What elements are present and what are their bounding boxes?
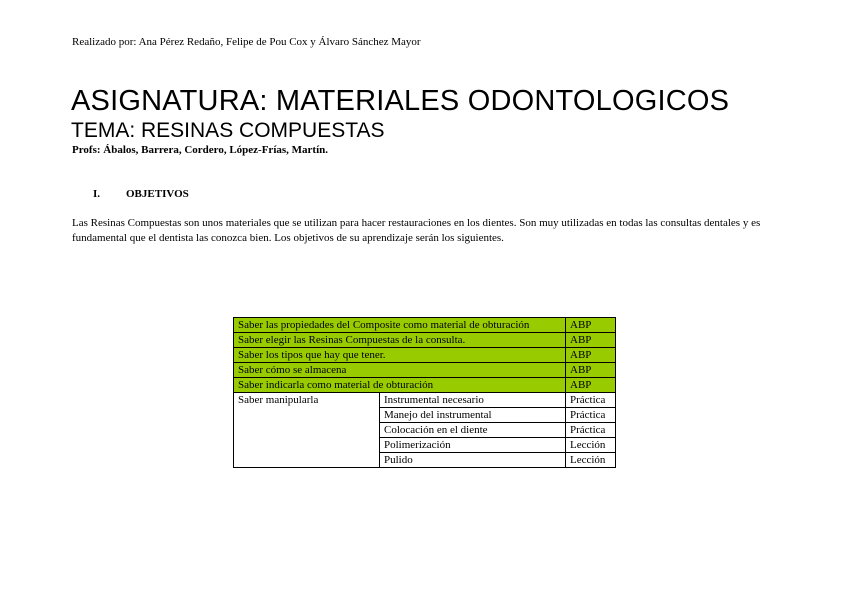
authors-line: Realizado por: Ana Pérez Redaño, Felipe de Pou Cox y Álvaro Sánchez Mayor <box>72 36 421 48</box>
table-row <box>234 378 616 393</box>
objective-cell: Saber los tipos que hay que tener. <box>234 348 566 363</box>
method-cell: ABP <box>566 348 616 363</box>
table-row <box>234 393 616 408</box>
method-cell: Práctica <box>566 408 616 423</box>
topic-title: TEMA: RESINAS COMPUESTAS <box>71 119 385 142</box>
method-cell: Práctica <box>566 393 616 408</box>
method-cell: Práctica <box>566 423 616 438</box>
method-cell: ABP <box>566 363 616 378</box>
subitem-cell: Pulido <box>380 453 566 468</box>
method-cell: Lección <box>566 453 616 468</box>
section-number: I. <box>93 188 101 200</box>
method-cell: ABP <box>566 318 616 333</box>
subitem-cell: Manejo del instrumental <box>380 408 566 423</box>
subitem-cell: Polimerización <box>380 438 566 453</box>
subitem-cell: Instrumental necesario <box>380 393 566 408</box>
table-row <box>234 363 616 378</box>
objective-cell: Saber las propiedades del Composite como material de obturación <box>234 318 566 333</box>
professors-line: Profs: Ábalos, Barrera, Cordero, López-Frías, Martín. <box>72 144 329 156</box>
subject-title: ASIGNATURA: MATERIALES ODONTOLOGICOS <box>71 85 730 117</box>
table-row <box>234 318 616 333</box>
objectives-table <box>233 317 616 468</box>
manipulate-objective-cell: Saber manipularla <box>234 393 380 468</box>
table-row <box>234 348 616 363</box>
section-heading <box>93 188 189 200</box>
intro-paragraph: Las Resinas Compuestas son unos materiales que se utilizan para hacer restauraciones en los dientes. Son muy utilizadas en todas las consultas dentales y es fundamental que el dentista las conozca bien. Los objetivos de su aprendizaje serán los siguientes. <box>72 217 761 244</box>
objective-cell: Saber cómo se almacena <box>234 363 566 378</box>
method-cell: ABP <box>566 333 616 348</box>
method-cell: ABP <box>566 378 616 393</box>
method-cell: Lección <box>566 438 616 453</box>
subitem-cell: Colocación en el diente <box>380 423 566 438</box>
section-title: OBJETIVOS <box>126 188 189 200</box>
objective-cell: Saber elegir las Resinas Compuestas de la consulta. <box>234 333 566 348</box>
table-row <box>234 333 616 348</box>
objective-cell: Saber indicarla como material de obturación <box>234 378 566 393</box>
